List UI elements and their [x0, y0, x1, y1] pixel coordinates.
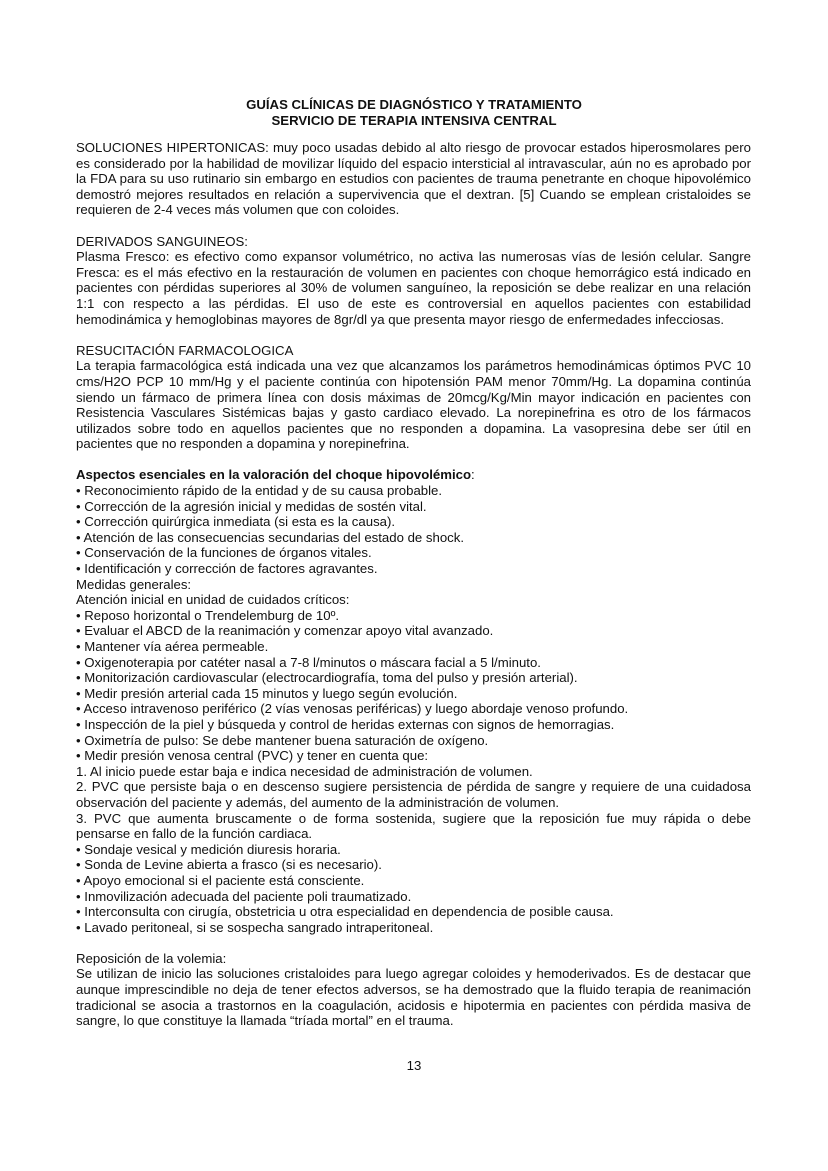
section-title-reposicion: Reposición de la volemia: — [76, 950, 227, 966]
section-aspectos-esenciales — [76, 467, 751, 935]
list-item: • Monitorización cardiovascular (electrocardiografía, toma del pulso y presión arterial). — [76, 670, 578, 686]
aspectos-heading-text: Aspectos esenciales en la valoración del choque hipovolémico — [76, 467, 472, 483]
list-item: • Corrección de la agresión inicial y medidas de sostén vital. — [76, 498, 427, 514]
section-derivados-sanguineos — [76, 234, 751, 328]
list-item: • Interconsulta con cirugía, obstetricia u otra especialidad en dependencia de posible causa. — [76, 904, 614, 920]
section-title-derivados: DERIVADOS SANGUINEOS: — [76, 233, 248, 249]
list-item: • Conservación de la funciones de órganos vitales. — [76, 545, 372, 561]
document-header — [76, 97, 752, 129]
section-text-reposicion: Se utilizan de inicio las soluciones cristaloides para luego agregar coloides y hemoderivados. Es de destacar que aunque imprescindible no deja de tener efectos adversos, se ha demostrado que la fluido terapia de reanimación tradicional se asocia a trastornos en la coagulación, acidosis e hipotermia en pacientes con pérdida masiva de sangre, lo que constituye la llamada “tríada mortal” en el trauma. — [76, 966, 751, 1029]
section-text-resucitacion: La terapia farmacológica está indicada una vez que alcanzamos los parámetros hemodinámicas óptimos PVC 10 cms/H2O PCP 10 mm/Hg y el paciente continúa con hipotensión PAM menor 70mm/Hg. La dopamina continúa siendo un fármaco de primera línea con dosis máximas de 20mcg/Kg/Min mayor indicación en pacientes con Resistencia Vasculares Sistémicas bajas y gasto cardiaco elevado. La norepinefrina es otro de los fármacos utilizados sobre todo en aquellos pacientes que no responden a dopamina. La vasopresina debe ser útil en pacientes que no responden a dopamina y norepinefrina. — [76, 358, 751, 452]
section-title-aspectos — [76, 467, 751, 483]
section-text-derivados: Plasma Fresco: es efectivo como expansor volumétrico, no activa las numerosas vías de lesión celular. Sangre Fresca: es el más efectivo en la restauración de volumen en pacientes con choque hemorrágico está indicado en pacientes con pérdidas superiores al 30% de volumen sanguíneo, la reposición se debe realizar en una relación 1:1 con respecto a las pérdidas. El uso de este es controversial en aquellos pacientes con estabilidad hemodinámica y hemoglobinas mayores de 8gr/dl ya que presenta mayor riesgo de enfermedades infecciosas. — [76, 249, 751, 327]
section-soluciones-hipertonicas: SOLUCIONES HIPERTONICAS: muy poco usadas debido al alto riesgo de provocar estados hiperosmolares pero es considerado por la habilidad de movilizar líquido del espacio intersticial al intravascular, aún no es aprobado por la FDA para su uso rutinario sin embargo en estudios con pacientes de trauma penetrante en choque hipovolémico demostró mejores resultados en relación a supervivencia que el dextran. [5] Cuando se emplean cristaloides se requieren de 2-4 veces más volumen que con coloides. — [76, 140, 751, 218]
list-item: • Reconocimiento rápido de la entidad y de su causa probable. — [76, 483, 443, 499]
list-item: • Medir presión arterial cada 15 minutos y luego según evolución. — [76, 685, 458, 701]
numbered-item: 2. PVC que persiste baja o en descenso sugiere persistencia de pérdida de sangre y requiere de una cuidadosa observación del paciente y además, del aumento de la administración de volumen. — [76, 779, 751, 810]
list-item: • Inspección de la piel y búsqueda y control de heridas externas con signos de hemorragias. — [76, 716, 615, 732]
page-number: 13 — [406, 1058, 422, 1073]
header-title-line2: SERVICIO DE TERAPIA INTENSIVA CENTRAL — [271, 113, 557, 128]
list-item: • Identificación y corrección de factores agravantes. — [76, 561, 378, 577]
list-item: • Evaluar el ABCD de la reanimación y comenzar apoyo vital avanzado. — [76, 623, 494, 639]
atencion-inicial-title: Atención inicial en unidad de cuidados críticos: — [76, 592, 350, 608]
list-item: • Sondaje vesical y medición diuresis horaria. — [76, 841, 341, 857]
list-item: • Medir presión venosa central (PVC) y tener en cuenta que: — [76, 748, 429, 764]
aspectos-heading-colon: : — [471, 467, 475, 483]
list-item: • Oximetría de pulso: Se debe mantener buena saturación de oxígeno. — [76, 732, 489, 748]
list-item: • Corrección quirúrgica inmediata (si esta es la causa). — [76, 514, 396, 530]
list-item: • Reposo horizontal o Trendelemburg de 10º. — [76, 607, 340, 623]
section-resucitacion-farmacologica — [76, 343, 751, 452]
medidas-generales-title: Medidas generales: — [76, 576, 192, 592]
section-title-resucitacion: RESUCITACIÓN FARMACOLOGICA — [76, 342, 294, 358]
list-item: • Oxigenoterapia por catéter nasal a 7-8 l/minutos o máscara facial a 5 l/minuto. — [76, 654, 541, 670]
list-item: • Apoyo emocional si el paciente está consciente. — [76, 872, 365, 888]
numbered-item: 3. PVC que aumenta bruscamente o de forma sostenida, sugiere que la reposición fue muy rápida o debe pensarse en fallo de la función cardiaca. — [76, 810, 751, 842]
list-item: • Inmovilización adecuada del paciente poli traumatizado. — [76, 888, 412, 904]
section-reposicion-volemia — [76, 951, 751, 1029]
list-item: • Atención de las consecuencias secundarias del estado de shock. — [76, 529, 465, 545]
list-item: • Mantener vía aérea permeable. — [76, 639, 269, 654]
numbered-item: 1. Al inicio puede estar baja e indica necesidad de administración de volumen. — [76, 763, 533, 779]
list-item: • Sonda de Levine abierta a frasco (si es necesario). — [76, 857, 382, 873]
document-body — [76, 140, 751, 1029]
list-item: • Acceso intravenoso periférico (2 vías venosas periféricas) y luego abordaje venoso profundo. — [76, 701, 629, 717]
header-title-line1: GUÍAS CLÍNICAS DE DIAGNÓSTICO Y TRATAMIENTO — [246, 97, 582, 112]
list-item: • Lavado peritoneal, si se sospecha sangrado intraperitoneal. — [76, 919, 434, 935]
